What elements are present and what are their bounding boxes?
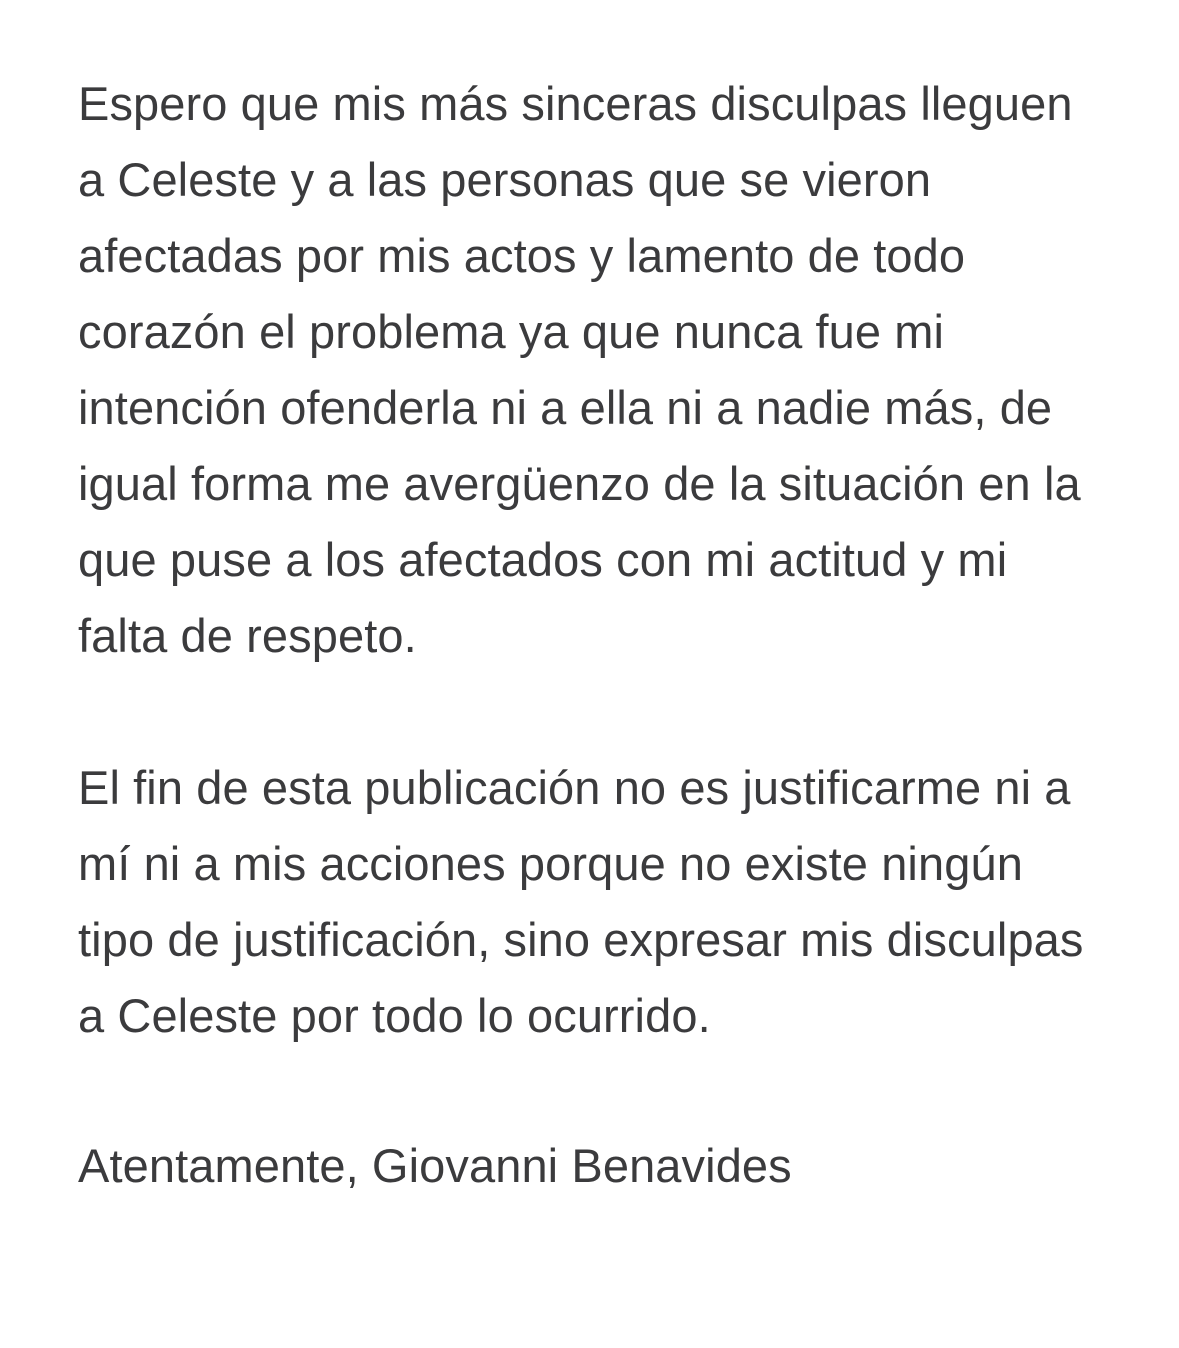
statement-paragraph-1: Espero que mis más sinceras disculpas lleguen a Celeste y a las personas que se vieron afectadas por mis actos y lamento de todo corazón el problema ya que nunca fue mi intención ofenderla ni a ella ni a nadie más, de igual forma me avergüenzo de la situación en la que puse a los afectados con mi actitud y mi falta de respeto. <box>78 77 1094 662</box>
statement-paragraph-2: El fin de esta publicación no es justificarme ni a mí ni a mis acciones porque no existe ningún tipo de justificación, sino expresar mis disculpas a Celeste por todo lo ocurrido. <box>78 761 1097 1042</box>
statement-body <box>78 66 1101 1204</box>
statement-signature: Atentamente, Giovanni Benavides <box>78 1139 792 1192</box>
